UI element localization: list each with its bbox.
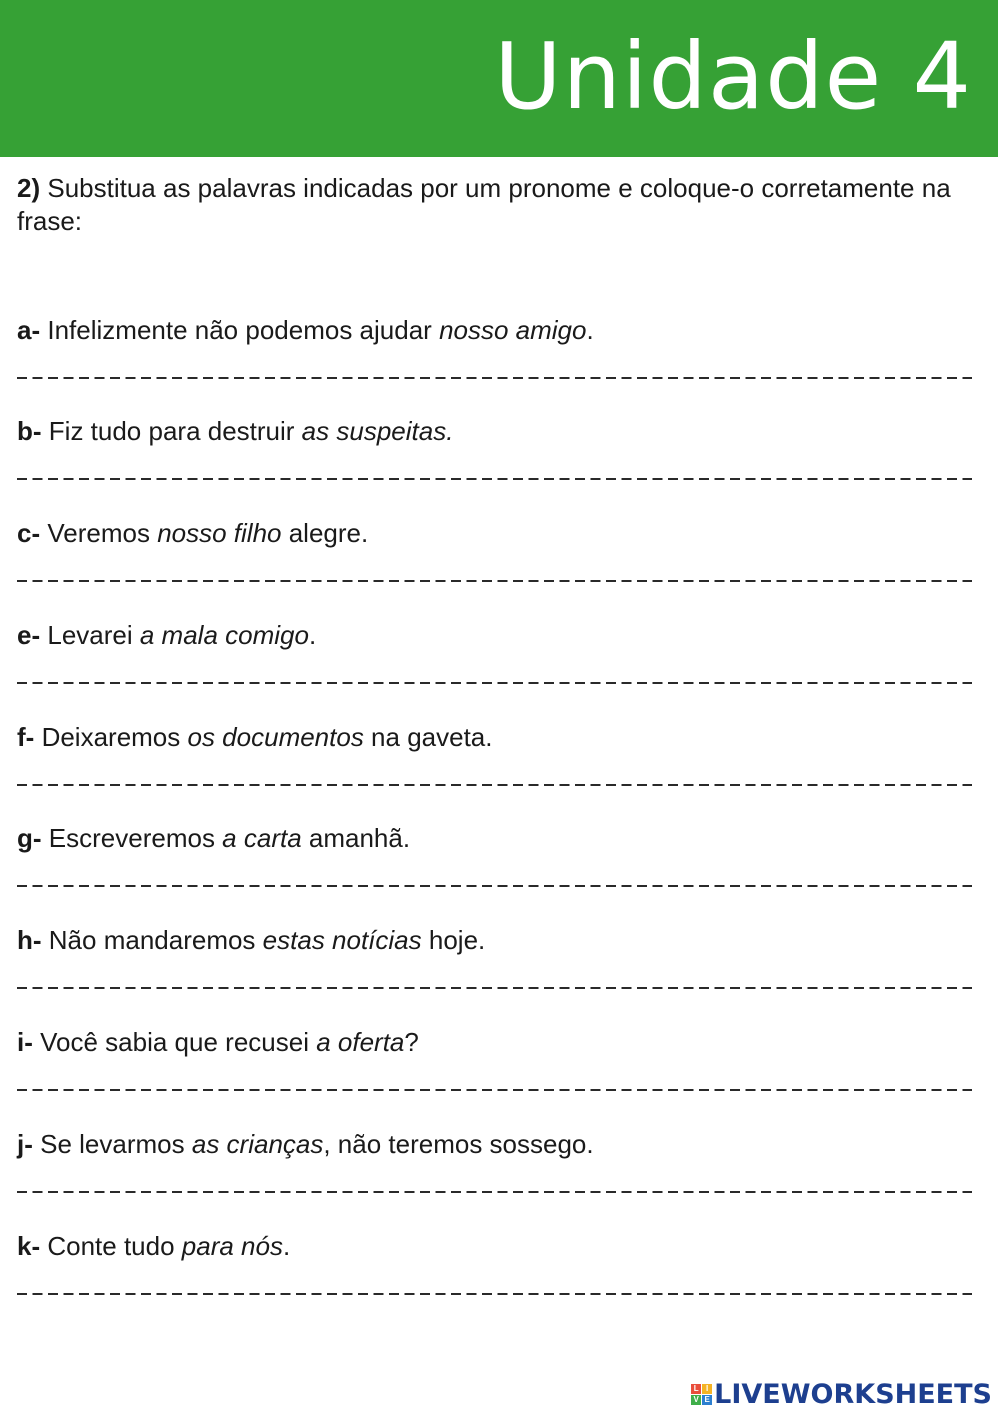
- sentence-end: alegre.: [281, 518, 369, 548]
- exercise-item: [17, 414, 977, 448]
- question-sentence: [17, 618, 977, 652]
- exercise-item: [17, 1025, 977, 1059]
- item-letter: c-: [17, 518, 41, 548]
- sentence-end: .: [308, 620, 317, 650]
- logo-mark-letter: L: [691, 1384, 701, 1394]
- exercise-item: [17, 1229, 977, 1263]
- item-letter: j-: [17, 1129, 33, 1159]
- sentence-end: na gaveta.: [363, 722, 493, 752]
- sentence-text: Se levarmos: [40, 1129, 192, 1159]
- answer-line[interactable]: [17, 682, 972, 684]
- item-letter: f-: [17, 722, 35, 752]
- sentence-end: .: [586, 315, 594, 345]
- question-sentence: [17, 516, 977, 550]
- highlighted-words: a mala comigo: [139, 620, 309, 650]
- exercise-item: [17, 1127, 977, 1161]
- sentence-end: amanhã.: [301, 823, 411, 853]
- exercise-item: [17, 923, 977, 957]
- answer-line[interactable]: [17, 784, 972, 786]
- answer-line[interactable]: [17, 987, 972, 989]
- highlighted-words: as crianças: [191, 1129, 324, 1159]
- answer-line[interactable]: [17, 1293, 972, 1295]
- answer-line[interactable]: [17, 885, 972, 887]
- exercise-item: [17, 821, 977, 855]
- highlighted-words: nosso filho: [157, 518, 282, 548]
- question-sentence: [17, 1025, 977, 1059]
- question-sentence: [17, 1127, 977, 1161]
- logo-mark-letter: V: [691, 1395, 701, 1405]
- logo-mark-icon: [691, 1384, 712, 1405]
- exercise-item: [17, 720, 977, 754]
- sentence-text: Conte tudo: [47, 1231, 182, 1261]
- question-sentence: [17, 313, 977, 347]
- answer-line[interactable]: [17, 478, 972, 480]
- page-header: [0, 0, 998, 157]
- question-sentence: [17, 414, 977, 448]
- sentence-text: Veremos: [47, 518, 158, 548]
- answer-line[interactable]: [17, 377, 972, 379]
- question-sentence: [17, 821, 977, 855]
- page-title: Unidade 4: [494, 23, 972, 130]
- exercise-item: [17, 313, 977, 347]
- logo-mark-letter: I: [702, 1384, 712, 1394]
- item-letter: g-: [17, 823, 42, 853]
- sentence-text: Fiz tudo para destruir: [48, 416, 302, 446]
- item-letter: a-: [17, 315, 41, 345]
- logo-mark-letter: E: [702, 1395, 712, 1405]
- exercise-number: 2): [17, 173, 41, 203]
- item-letter: h-: [17, 925, 42, 955]
- item-letter: b-: [17, 416, 42, 446]
- sentence-text: Escreveremos: [48, 823, 223, 853]
- answer-line[interactable]: [17, 1191, 972, 1193]
- highlighted-words: a carta: [222, 823, 302, 853]
- sentence-end: , não teremos sossego.: [323, 1129, 594, 1159]
- answer-line[interactable]: [17, 1089, 972, 1091]
- sentence-end: .: [282, 1231, 291, 1261]
- item-letter: i-: [17, 1027, 33, 1057]
- question-sentence: [17, 1229, 977, 1263]
- liveworksheets-logo: [691, 1379, 992, 1409]
- question-sentence: [17, 720, 977, 754]
- exercise-item: [17, 618, 977, 652]
- sentence-text: Você sabia que recusei: [40, 1027, 317, 1057]
- sentence-end: ?: [404, 1027, 419, 1057]
- logo-text: LIVEWORKSHEETS: [714, 1378, 992, 1410]
- sentence-text: Levarei: [47, 620, 140, 650]
- highlighted-words: a oferta: [316, 1027, 405, 1057]
- instruction: [17, 172, 957, 238]
- highlighted-words: as suspeitas.: [301, 416, 454, 446]
- answer-line[interactable]: [17, 580, 972, 582]
- sentence-end: hoje.: [421, 925, 486, 955]
- highlighted-words: para nós: [181, 1231, 283, 1261]
- exercise-item: [17, 516, 977, 550]
- item-letter: e-: [17, 620, 41, 650]
- highlighted-words: os documentos: [187, 722, 364, 752]
- instruction-text: Substitua as palavras indicadas por um pronome e coloque-o corretamente na frase:: [17, 173, 951, 236]
- highlighted-words: estas notícias: [262, 925, 422, 955]
- item-letter: k-: [17, 1231, 41, 1261]
- sentence-text: Não mandaremos: [48, 925, 263, 955]
- highlighted-words: nosso amigo: [439, 315, 587, 345]
- sentence-text: Deixaremos: [41, 722, 188, 752]
- sentence-text: Infelizmente não podemos ajudar: [47, 315, 440, 345]
- question-sentence: [17, 923, 977, 957]
